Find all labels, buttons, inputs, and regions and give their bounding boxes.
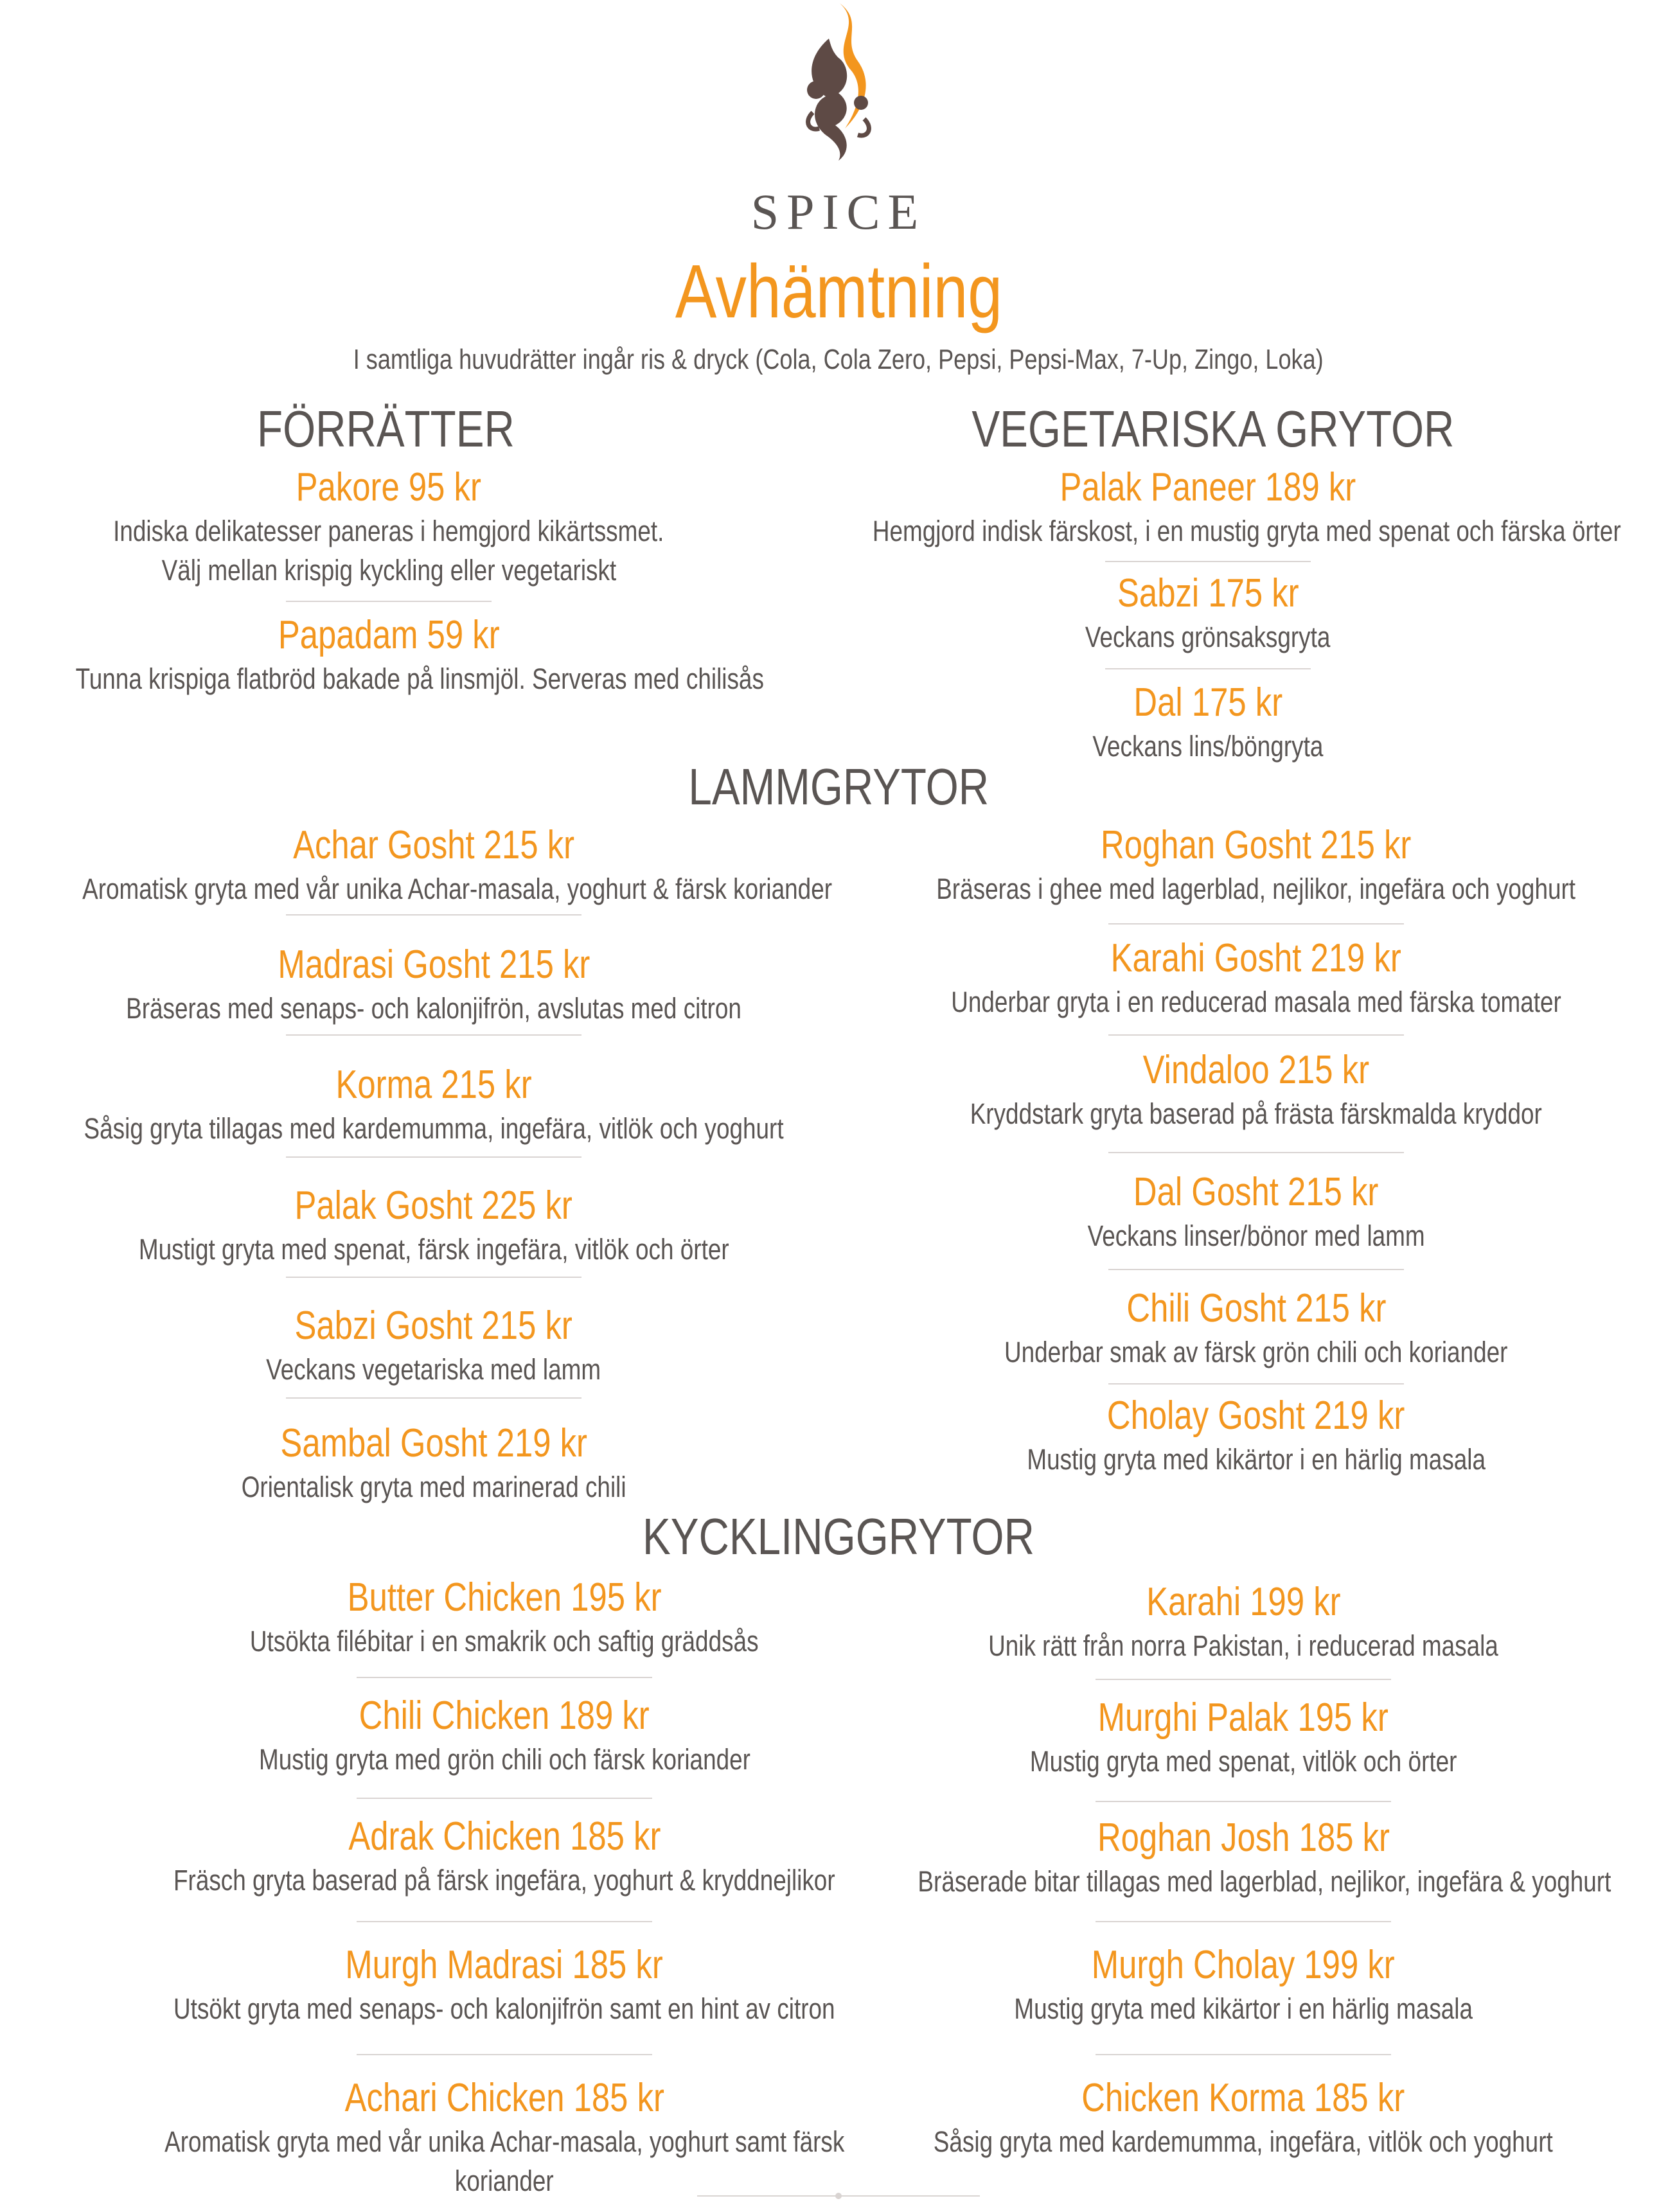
subtitle: I samtliga huvudrätter ingår ris & dryck (Cola, Cola Zero, Pepsi, Pepsi-Max, 7-Up, Zingo, Loka) — [353, 344, 1324, 375]
menu-item: Sabzi 175 kr Veckans grönsaksgryta — [1085, 571, 1331, 654]
menu-item: Vindaloo 215 kr Kryddstark gryta baserad på frästa färskmalda kryddor — [970, 1048, 1543, 1131]
menu-item: Chili Gosht 215 kr Underbar smak av färsk grön chili och koriander — [1004, 1286, 1508, 1369]
spice-logo-icon — [768, 0, 909, 167]
menu-item: Murghi Palak 195 kr Mustig gryta med spenat, vitlök och örter — [1029, 1695, 1457, 1778]
menu-item: Papadam 59 kr Tunna krispiga flatbröd bakade på linsmjöl. Serveras med chilisås — [75, 613, 764, 696]
menu-item: Palak Paneer 189 kr Hemgjord indisk färskost, i en mustig gryta med spenat och färska örter — [872, 465, 1621, 548]
divider — [357, 1674, 652, 1681]
divider — [286, 597, 492, 605]
menu-item: Adrak Chicken 185 kr Fräsch gryta baserad på färsk ingefära, yoghurt & kryddnejlikor — [173, 1814, 835, 1897]
menu-item: Chili Chicken 189 kr Mustig gryta med grön chili och färsk koriander — [258, 1694, 750, 1776]
divider — [357, 1918, 652, 1925]
section-heading-vegetariska: VEGETARISKA GRYTOR — [972, 400, 1455, 457]
divider — [1105, 558, 1311, 565]
menu-item: Karahi 199 kr Unik rätt från norra Pakistan, i reducerad masala — [988, 1580, 1498, 1663]
menu-item: Palak Gosht 225 kr Mustigt gryta med spenat, färsk ingefära, vitlök och örter — [138, 1183, 729, 1266]
divider — [1096, 1798, 1391, 1805]
section-heading-kyckling: KYCKLINGGRYTOR — [642, 1508, 1035, 1565]
divider — [1108, 1380, 1404, 1388]
divider — [1096, 2051, 1391, 2058]
section-heading-lamm: LAMMGRYTOR — [688, 758, 989, 815]
menu-item: Korma 215 kr Såsig gryta tillagas med kardemumma, ingefära, vitlök och yoghurt — [84, 1063, 784, 1146]
divider — [286, 1273, 581, 1281]
menu-item: Dal Gosht 215 kr Veckans linser/bönor med lamm — [1087, 1170, 1425, 1253]
brand-name: SPICE — [750, 184, 927, 240]
page-title: Avhämtning — [675, 249, 1002, 334]
section-heading-forratter: FÖRRÄTTER — [256, 400, 515, 457]
divider — [1108, 920, 1404, 928]
menu-item: Murgh Cholay 199 kr Mustig gryta med kikärtor i en härlig masala — [1014, 1943, 1473, 2026]
menu-item: Sabzi Gosht 215 kr Veckans vegetariska med lamm — [266, 1304, 601, 1386]
menu-item: Dal 175 kr Veckans lins/böngryta — [1092, 680, 1324, 763]
divider — [1096, 1676, 1391, 1683]
ornament-divider — [697, 2192, 980, 2200]
menu-item: Chicken Korma 185 kr Såsig gryta med kardemumma, ingefära, vitlök och yoghurt — [934, 2076, 1553, 2159]
menu-item: Butter Chicken 195 kr Utsökta filébitar i en smakrik och saftig gräddsås — [250, 1575, 759, 1658]
divider — [286, 1153, 581, 1161]
menu-item: Sambal Gosht 219 kr Orientalisk gryta med marinerad chili — [241, 1421, 626, 1504]
divider — [286, 911, 581, 919]
divider — [1105, 665, 1311, 673]
divider — [1096, 1918, 1391, 1925]
menu-item: Pakore 95 kr Indiska delikatesser paneras i hemgjord kikärtssmet. Välj mellan krispig kyckling eller vegetariskt — [113, 465, 664, 587]
divider — [1108, 1149, 1404, 1156]
divider — [1108, 1266, 1404, 1273]
menu-item: Achari Chicken 185 kr Aromatisk gryta med vår unika Achar-masala, yoghurt samt färsk koriander — [164, 2076, 845, 2197]
divider — [357, 2051, 652, 2058]
menu-item: Murgh Madrasi 185 kr Utsökt gryta med senaps- och kalonjifrön samt en hint av citron — [173, 1943, 835, 2026]
menu-item: Achar Gosht 215 kr Aromatisk gryta med vår unika Achar-masala, yoghurt & färsk koriander — [82, 823, 833, 906]
menu-item: Roghan Josh 185 kr Bräserade bitar tillagas med lagerblad, nejlikor, ingefära & yoghurt — [918, 1816, 1611, 1898]
divider — [286, 1031, 581, 1039]
menu-item: Cholay Gosht 219 kr Mustig gryta med kikärtor i en härlig masala — [1027, 1394, 1486, 1476]
menu-item: Madrasi Gosht 215 kr Bräseras med senaps- och kalonjifrön, avslutas med citron — [126, 942, 741, 1025]
divider — [286, 1394, 581, 1402]
menu-item: Karahi Gosht 219 kr Underbar gryta i en reducerad masala med färska tomater — [951, 936, 1561, 1019]
divider — [357, 1794, 652, 1802]
menu-item: Roghan Gosht 215 kr Bräseras i ghee med lagerblad, nejlikor, ingefära och yoghurt — [936, 823, 1576, 906]
divider — [1108, 1031, 1404, 1039]
